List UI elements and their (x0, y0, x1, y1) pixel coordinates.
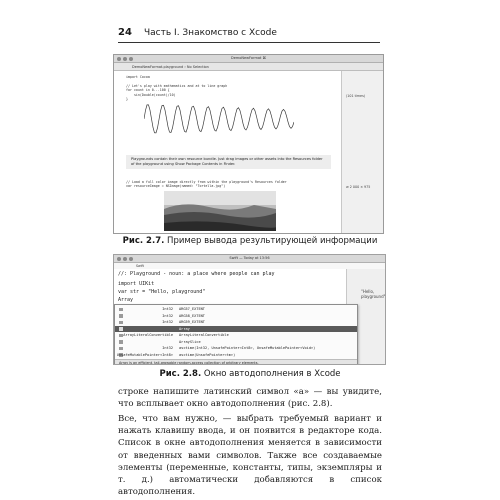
symbol-kind-icon (119, 314, 123, 318)
autocomplete-item-name: ArraySlice (179, 339, 201, 344)
code-block-image[interactable]: // Load a full color image directly from within the playground's Resources folder var resourceImage = NSImage(named: "Tortella.jpg") (126, 180, 287, 189)
autocomplete-popup[interactable] (114, 304, 358, 365)
running-header (118, 27, 380, 43)
sine-wave-line (144, 105, 294, 133)
page-number: 24 (118, 27, 132, 38)
running-title: Часть I. Знакомство с Xcode (144, 28, 277, 38)
code-line-import[interactable]: import UIKit (118, 281, 155, 287)
autocomplete-item-name: ARG58_EXTENT (179, 313, 205, 318)
figure-autocomplete-window (113, 254, 386, 365)
autocomplete-item-name: ArrayLiteralConvertible (179, 333, 229, 337)
markup-comment-text: Playgrounds contain their own resource bundle. Just drag images or other assets into the Resources folder of the playground using Show Package Contents in Finder. (131, 157, 323, 166)
fig2-window-title: Swift — Today at 13:56 (229, 256, 270, 260)
figure-2-7-text: Пример вывода результирующей информации (167, 236, 378, 246)
figure-2-8-caption (0, 369, 500, 379)
autocomplete-item-type: Int32 (162, 313, 173, 318)
figure-2-8-text: Окно автодополнения в Xcode (203, 369, 341, 379)
code-block-loop[interactable]: import Cocoa // Let's play with mathematics and at to line graph for count in 0...100 { sin(Double(count)/10) } (126, 75, 228, 102)
fig2-result-value[interactable]: "Hello, playground" (361, 289, 386, 299)
toolbar-breadcrumb[interactable]: DemoNewFormat.playground › No Selection (132, 65, 209, 69)
code-line-var[interactable]: var str = "Hello, playground" (118, 289, 206, 295)
symbol-kind-icon (119, 340, 123, 344)
body-paragraph-2: Все, что вам нужно, — выбрать требуемый вариант и нажать клавишу ввода, и он появится в редакторе кода. Список в окне автодополнения меняется в зависимости от введенных вами символов. Также все создаваемые элементы (переменные, константы, типы, экземпляры и т. д.) автоматически добавляются в список автодополнения. (118, 414, 382, 498)
result-loop-count[interactable]: (101 times) (346, 94, 366, 98)
autocomplete-item-type: UnsafeMutablePointer<Int8> (116, 352, 173, 357)
window-title: DemoNewFormat ⌘ (231, 56, 266, 60)
autocomplete-item-type: Int32 (162, 346, 173, 350)
autocomplete-item-type: Int32 (162, 307, 173, 311)
window-titlebar (114, 55, 383, 63)
result-image-size[interactable]: w 2 000 × 975 (346, 185, 371, 189)
autocomplete-item-name: ARG57_EXTENT (179, 307, 205, 311)
autocomplete-item-name: Array (179, 326, 190, 331)
autocomplete-item-name: asctime(UnsafePointer<tm>) (179, 352, 236, 357)
code-line-comment[interactable]: //: Playground - noun: a place where people can play (118, 271, 275, 277)
symbol-kind-icon (119, 308, 123, 312)
symbol-kind-icon (119, 321, 123, 325)
symbol-kind-icon (119, 327, 123, 331)
figure-2-7-caption (0, 236, 500, 246)
autocomplete-item-name: ARG59_EXTENT (179, 320, 205, 324)
autocomplete-item-type: ArrayLiteralConvertible (123, 333, 173, 337)
autocomplete-description: Array is an efficient, tail-growable random-access collection of arbitrary elements. (115, 359, 357, 365)
symbol-kind-icon (119, 334, 123, 338)
body-paragraph-1: строке напишите латинский символ «а» — вы увидите, что всплывает окно автодополнения (рис. 2.8). (118, 387, 382, 410)
autocomplete-item-name: asctime(Int32, UnsafePointer<Int8>, UnsafeMutablePointer<Void>) (179, 346, 316, 350)
symbol-kind-icon (119, 347, 123, 351)
window-toolbar (114, 63, 383, 71)
autocomplete-item-type: Int32 (162, 320, 173, 324)
figure-2-7-label: Рис. 2.7. (122, 236, 165, 246)
figure-2-8-label: Рис. 2.8. (159, 369, 202, 379)
landscape-photo-preview (164, 191, 276, 231)
figure-playground-output (113, 54, 384, 234)
sine-wave-graph (144, 101, 294, 137)
code-line-typed[interactable]: Array (118, 297, 134, 303)
autocomplete-item[interactable] (115, 352, 357, 359)
fig2-titlebar (114, 255, 385, 263)
fig2-breadcrumb[interactable]: Swift (136, 264, 144, 268)
